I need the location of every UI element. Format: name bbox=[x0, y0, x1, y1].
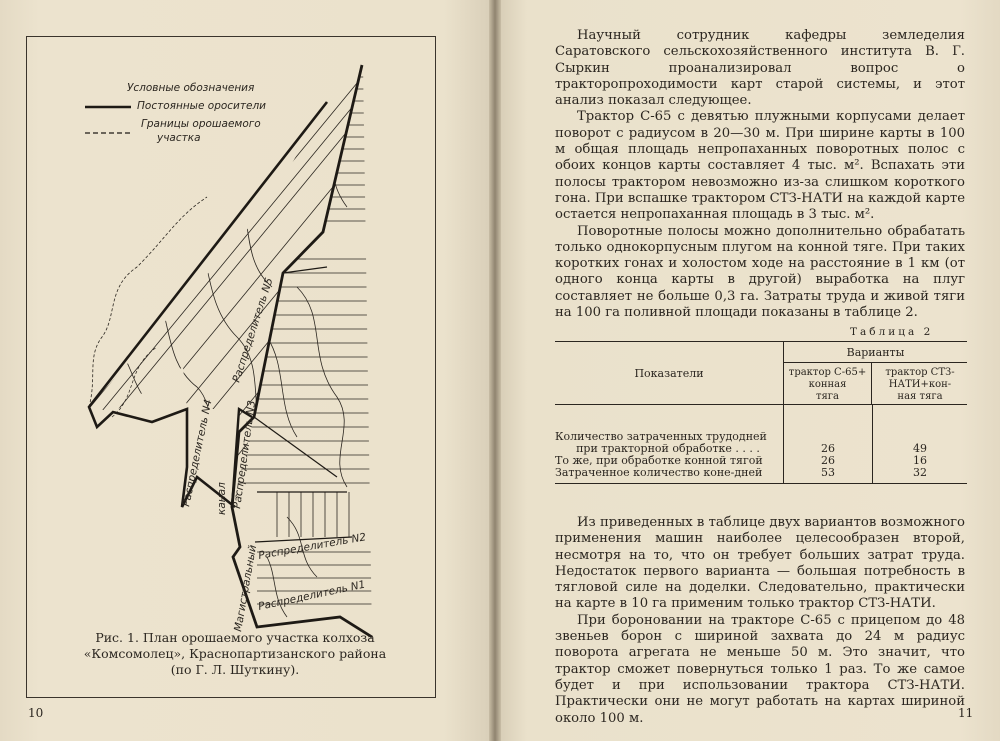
table-2 bbox=[555, 341, 967, 484]
divider-line bbox=[254, 417, 337, 477]
table-body bbox=[555, 405, 967, 483]
header-line: ная тяга bbox=[897, 391, 943, 402]
label-canal: канал bbox=[216, 482, 228, 515]
field-outline bbox=[89, 102, 327, 507]
header-line: НАТИ+кон- bbox=[888, 379, 952, 390]
label-distributor-5: Распределитель N5 bbox=[230, 276, 276, 384]
label-distributor-4: Распределитель N4 bbox=[180, 398, 215, 508]
legend-permanent: Постоянные оросители bbox=[137, 100, 266, 112]
caption-line: Рис. 1. План орошаемого участка колхоза bbox=[95, 630, 375, 645]
text-block-top bbox=[555, 28, 965, 321]
paragraph: Поворотные полосы можно дополнительно обрабатать только однокорпусным плугом на конной тяге. При таких коротких гонах и холостом ходе на расстояние в 1 км (от одного конца карты в другой) выработка на плуг составляет не больше 0,3 га. Затраты труда и живой тяги на 100 га поливной площади показаны в таблице 2. bbox=[555, 223, 965, 321]
contour-dashed bbox=[112, 347, 157, 417]
paragraph: Из приведенных в таблице двух вариантов возможного применения машин наиболее целесообразен второй, несмотря на то, что он требует больших затрат труда. Недостаток первого варианта — большая потребность в тягловой силе на доделки. Следовательно, практически на карте в 10 га применим только трактор СТЗ-НАТИ. bbox=[555, 515, 965, 612]
header-indicators: Показатели bbox=[555, 342, 784, 404]
cell-value: 49 bbox=[913, 442, 927, 455]
irrigation-map bbox=[27, 37, 434, 696]
label-distributor-3: Распределитель N3 bbox=[231, 399, 259, 510]
cell-value: 16 bbox=[913, 454, 927, 467]
caption-line: «Комсомолец», Краснопартизанского района bbox=[83, 646, 387, 661]
label-main-canal: Магистральный bbox=[232, 544, 260, 633]
header-line: трактор С-65+ bbox=[788, 367, 867, 378]
cell-value: 32 bbox=[913, 466, 927, 479]
legend-title: Условные обозначения bbox=[127, 82, 255, 94]
header-line: конная bbox=[808, 379, 847, 390]
page-number-right: 11 bbox=[958, 706, 974, 720]
figure-frame bbox=[26, 36, 436, 698]
boundary-dashed bbox=[89, 197, 207, 407]
caption-line: (по Г. Л. Шуткину). bbox=[170, 662, 300, 677]
header-line: трактор СТЗ- bbox=[885, 367, 955, 378]
row-label: Затраченное количество коне-дней bbox=[555, 466, 763, 479]
row-label: при тракторной обработке . . . . bbox=[576, 442, 760, 455]
table-row bbox=[555, 467, 967, 479]
text-block-bottom bbox=[555, 515, 965, 727]
paragraph: При бороновании на тракторе С-65 с прицепом до 48 звеньев борон с шириной захвата до 24 м радиус поворота агрегата не меньше 50 м. Это значит, что трактор сможет повернуться только 1 раз. То же самое будет и при использовании трактора СТЗ-НАТИ. Практически они не могут работать на картах шириной около 100 м. bbox=[555, 612, 965, 726]
header-variants: Варианты bbox=[784, 342, 967, 363]
legend-boundary-1: Границы орошаемого bbox=[141, 118, 261, 130]
row-label: То же, при обработке конной тягой bbox=[555, 454, 763, 467]
cell-value: 26 bbox=[821, 454, 835, 467]
row-label: Количество затраченных трудодней bbox=[555, 430, 767, 443]
page-number-left: 10 bbox=[28, 706, 44, 720]
cell-value: 53 bbox=[821, 466, 835, 479]
label-distributor-1: Распределитель N1 bbox=[257, 578, 367, 613]
figure-caption bbox=[60, 630, 410, 678]
legend-boundary-2: участка bbox=[157, 132, 201, 144]
table-title: Таблица 2 bbox=[850, 326, 934, 338]
paragraph: Научный сотрудник кафедры земледелия Саратовского сельскохозяйственного института В. Г. Сыркин проанализировал вопрос о тракторопроходимости карт старой системы, и этот анализ показал следующее. bbox=[555, 28, 965, 109]
label-distributor-2: Распределитель N2 bbox=[257, 531, 368, 562]
header-variant-1 bbox=[784, 363, 872, 404]
cell-value: 26 bbox=[821, 442, 835, 455]
book-gutter bbox=[489, 0, 501, 741]
table-header bbox=[555, 342, 967, 405]
header-variant-2 bbox=[873, 363, 967, 404]
header-line: тяга bbox=[815, 391, 840, 402]
paragraph: Трактор С-65 с девятью плужными корпусами делает поворот с радиусом в 20—30 м. При ширине карты в 100 м общая площадь непропаханных поворотных полос с обоих концов карты составляет 4 тыс. м². Вспахать эти полосы трактором невозможно из-за слишком короткого гона. При вспашке трактором СТЗ-НАТИ на каждой карте остается непропаханная площадь в 3 тыс. м². bbox=[555, 109, 965, 223]
